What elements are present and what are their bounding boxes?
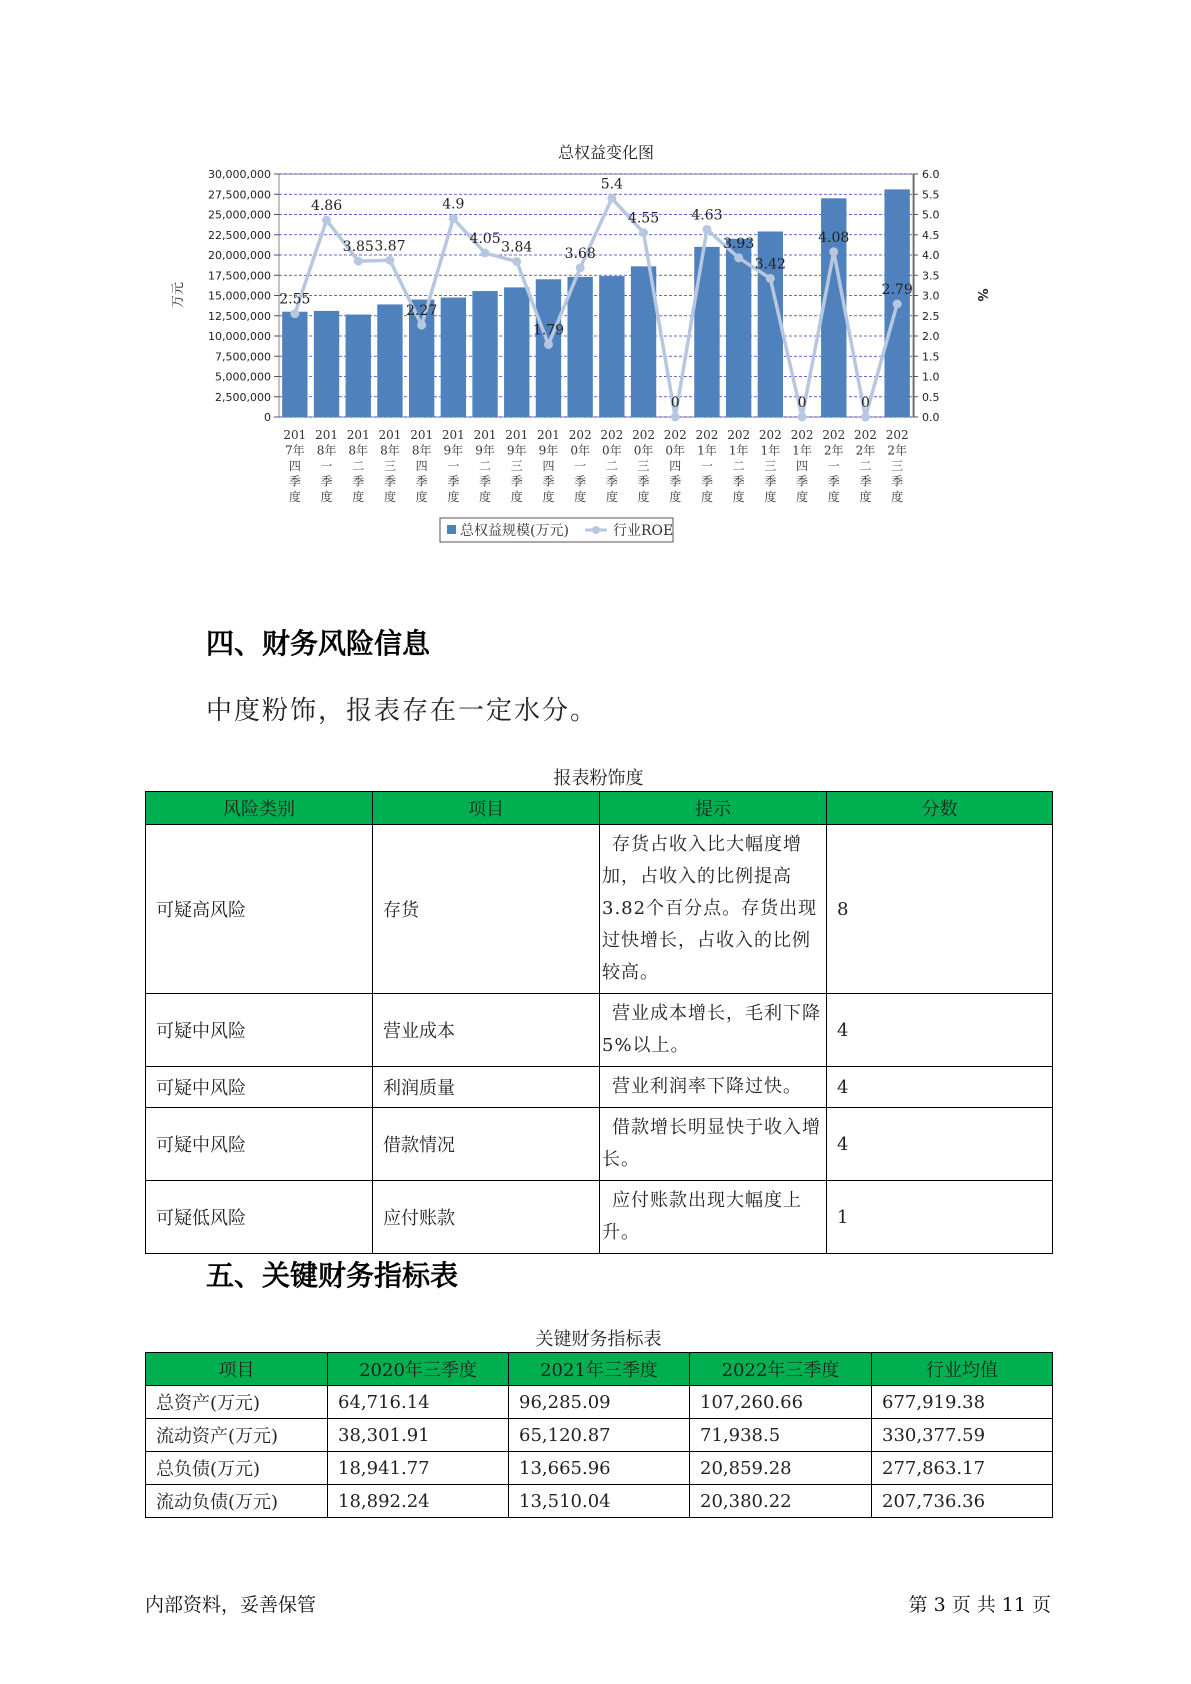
roe-point [385,256,394,265]
section5-title: 五、关键财务指标表 [206,1259,459,1292]
legend-bar-label: 总权益规模(万元) [460,523,569,539]
left-tick-label: 30,000,000 [208,168,271,181]
x-tick-label: 202 1年一季度 [695,428,719,504]
kpi-table-caption: 关键财务指标表 [535,1329,662,1350]
chart-title: 总权益变化图 [557,143,655,162]
kpi-item: 流动负债(万元) [146,1485,328,1518]
header-2020q3: 2020年三季度 [328,1353,509,1386]
table-row [146,825,1053,994]
roe-data-label: 4.05 [469,230,501,247]
roe-point [417,321,426,330]
legend-line-label: 行业ROE [613,523,674,539]
roe-point [702,225,711,234]
risk-tip: 营业成本增长，毛利下降5%以上。 [600,994,827,1067]
roe-data-label: 3.93 [723,235,755,252]
roe-point [829,247,838,256]
x-tick-label: 201 7年四季度 [283,428,307,504]
roe-point [671,413,680,422]
risk-category: 可疑高风险 [146,825,373,994]
roe-point [449,214,458,223]
right-tick-label: 4.0 [922,249,940,262]
risk-item: 利润质量 [373,1067,600,1108]
kpi-value: 207,736.36 [872,1485,1053,1518]
roe-data-label: 0 [860,395,870,411]
risk-tip: 借款增长明显快于收入增长。 [600,1108,827,1181]
roe-data-label: 2.55 [279,291,311,308]
table-row [146,1452,1053,1485]
risk-score: 1 [827,1181,1053,1254]
kpi-value: 20,380.22 [690,1485,872,1518]
kpi-value: 107,260.66 [690,1386,872,1419]
left-tick-label: 27,500,000 [208,188,271,202]
kpi-item: 总负债(万元) [146,1452,328,1485]
footer-page-number: 第 3 页 共 11 页 [908,1594,1051,1616]
x-tick-label: 201 8年三季度 [378,428,402,504]
legend-bar-swatch [447,525,456,534]
right-axis [913,168,940,424]
x-tick-label: 201 8年一季度 [315,428,339,504]
bar [504,287,529,417]
left-tick-label: 10,000,000 [208,330,271,343]
right-tick-label: 3.5 [922,269,940,283]
right-tick-label: 4.5 [922,228,940,242]
right-tick-label: 2.5 [922,309,940,323]
table-row [146,1067,1053,1108]
table-row [146,1485,1053,1518]
right-tick-label: 0.5 [922,390,940,404]
kpi-value: 330,377.59 [872,1419,1053,1452]
roe-data-label: 3.84 [501,239,533,256]
header-industry-avg: 行业均值 [872,1353,1053,1386]
kpi-item: 流动资产(万元) [146,1419,328,1452]
left-tick-label: 2,500,000 [215,390,271,404]
roe-data-label: 4.86 [310,198,343,215]
kpi-value: 20,859.28 [690,1452,872,1485]
bar-series [282,189,910,417]
left-tick-label: 7,500,000 [215,350,271,364]
roe-data-label: 0 [797,395,807,411]
roe-data-label: 3.87 [374,238,406,255]
roe-point [798,413,807,422]
header-score: 分数 [827,792,1053,825]
section4-summary: 中度粉饰，报表存在一定水分。 [206,696,599,726]
roe-data-label: 4.55 [627,210,660,227]
table-row [146,1419,1053,1452]
bar [441,298,466,417]
header-item: 项目 [146,1353,328,1386]
roe-point [734,253,743,262]
header-tip: 提示 [600,792,827,825]
roe-data-label: 2.79 [881,282,913,299]
kpi-value: 18,892.24 [328,1485,509,1518]
kpi-value: 38,301.91 [328,1419,509,1452]
roe-data-label: 1.79 [532,322,565,339]
x-tick-label: 201 8年四季度 [410,428,434,504]
risk-tip: 营业利润率下降过快。 [600,1067,827,1108]
header-risk-category: 风险类别 [146,792,373,825]
risk-item: 存货 [373,825,600,994]
bar [346,315,371,417]
section4-title: 四、财务风险信息 [206,627,431,660]
roe-point [322,216,331,225]
roe-data-label: 4.63 [691,207,723,224]
legend-line-marker [592,526,600,534]
table-row [146,994,1053,1067]
left-tick-label: 25,000,000 [208,208,271,222]
left-tick-label: 5,000,000 [215,370,271,384]
left-tick-label: 20,000,000 [208,249,271,262]
kpi-value: 71,938.5 [690,1419,872,1452]
bar [314,311,339,417]
kpi-value: 96,285.09 [509,1386,690,1419]
risk-item: 营业成本 [373,994,600,1067]
roe-data-label: 4.08 [818,229,850,246]
table-row [146,1386,1053,1419]
roe-point [861,413,870,422]
header-item: 项目 [373,792,600,825]
right-tick-label: 5.5 [922,188,940,202]
kpi-value: 64,716.14 [328,1386,509,1419]
table-row [146,1108,1053,1181]
x-tick-label: 201 9年二季度 [473,428,497,504]
bar [567,277,592,417]
left-tick-label: 0 [264,411,271,424]
risk-category: 可疑中风险 [146,1067,373,1108]
x-tick-label: 202 0年四季度 [663,428,687,504]
roe-point [544,340,553,349]
right-tick-label: 2.0 [922,330,940,343]
left-tick-label: 17,500,000 [208,269,271,283]
chart-legend [440,518,673,542]
roe-point [893,300,902,309]
risk-item: 借款情况 [373,1108,600,1181]
roe-point [639,228,648,237]
x-tick-label: 201 9年三季度 [505,428,529,504]
roe-point [576,263,585,272]
right-tick-label: 0.0 [922,411,940,424]
right-tick-label: 5.0 [922,208,940,222]
equity-chart-svg [160,132,1020,592]
risk-tip: 存货占收入比大幅度增加，占收入的比例提高3.82个百分点。存货出现过快增长，占收入的比例较高。 [600,825,827,994]
risk-table [145,791,1053,1254]
left-axis [208,168,279,424]
grid-lines [279,174,913,417]
bar [472,291,497,417]
left-tick-label: 22,500,000 [208,228,271,242]
risk-category: 可疑中风险 [146,994,373,1067]
header-2022q3: 2022年三季度 [690,1353,872,1386]
kpi-value: 677,919.38 [872,1386,1053,1419]
roe-data-label: 4.9 [442,196,465,213]
bar [599,276,624,417]
roe-data-label: 5.4 [600,176,623,193]
kpi-value: 65,120.87 [509,1419,690,1452]
table-row [146,1181,1053,1254]
kpi-value: 18,941.77 [328,1452,509,1485]
x-tick-label: 201 9年一季度 [441,428,465,504]
footer-confidential-note: 内部资料，妥善保管 [145,1594,317,1616]
roe-data-label: 3.68 [564,245,596,262]
kpi-value: 13,665.96 [509,1452,690,1485]
x-tick-label: 202 2年二季度 [853,428,877,504]
x-tick-label: 202 0年二季度 [600,428,624,504]
x-tick-label: 202 1年四季度 [790,428,814,504]
roe-point [481,248,490,257]
equity-chart [160,132,1020,592]
kpi-item: 总资产(万元) [146,1386,328,1419]
risk-category: 可疑低风险 [146,1181,373,1254]
right-tick-label: 1.0 [922,370,940,384]
risk-table-caption: 报表粉饰度 [553,768,644,789]
x-tick-label: 202 2年三季度 [885,428,909,504]
roe-data-label: 3.42 [754,256,786,273]
roe-data-label: 3.85 [342,239,374,256]
x-tick-label: 201 9年四季度 [536,428,560,504]
roe-data-label: 0 [670,395,680,411]
risk-score: 4 [827,1067,1053,1108]
left-tick-label: 15,000,000 [208,289,271,303]
bar [282,312,307,417]
right-tick-label: 1.5 [922,350,940,364]
kpi-value: 13,510.04 [509,1485,690,1518]
risk-category: 可疑中风险 [146,1108,373,1181]
kpi-table [145,1352,1053,1518]
kpi-table-header [146,1353,1053,1386]
risk-item: 应付账款 [373,1181,600,1254]
risk-score: 4 [827,994,1053,1067]
x-tick-labels [283,428,908,504]
x-tick-label: 202 0年一季度 [568,428,592,504]
right-tick-label: 3.0 [922,289,940,303]
y-axis-label-left: 万元 [171,281,186,309]
x-tick-label: 202 0年三季度 [632,428,656,504]
roe-point [607,194,616,203]
x-tick-label: 202 1年三季度 [758,428,782,504]
risk-score: 4 [827,1108,1053,1181]
header-2021q3: 2021年三季度 [509,1353,690,1386]
risk-score: 8 [827,825,1053,994]
line-series [279,176,912,421]
kpi-value: 277,863.17 [872,1452,1053,1485]
y-axis-label-right: % [974,288,989,302]
risk-table-header [146,792,1053,825]
risk-tip: 应付账款出现大幅度上升。 [600,1181,827,1254]
bar [377,304,402,417]
roe-point [512,257,521,266]
x-tick-label: 202 2年一季度 [822,428,846,504]
roe-data-label: 2.27 [406,303,438,320]
left-tick-label: 12,500,000 [208,309,271,323]
roe-point [290,309,299,318]
roe-point [354,257,363,266]
x-tick-label: 202 1年二季度 [727,428,751,504]
x-tick-label: 201 8年二季度 [346,428,370,504]
right-tick-label: 6.0 [922,168,940,181]
roe-point [766,274,775,283]
